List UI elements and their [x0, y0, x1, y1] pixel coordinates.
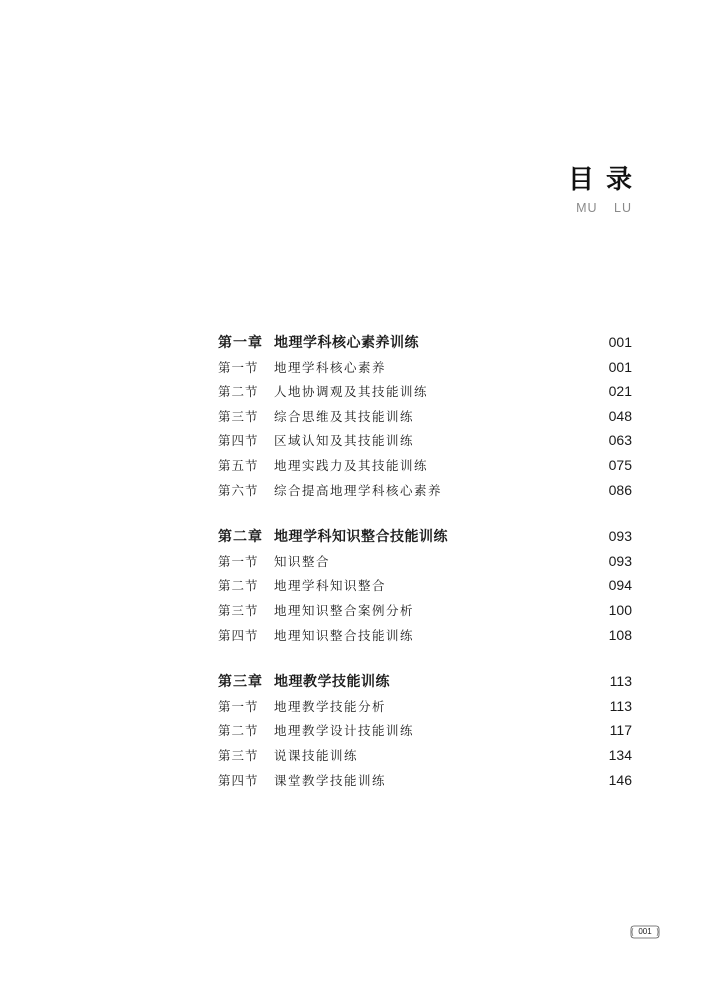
- section-entry[interactable]: [218, 428, 632, 453]
- section-page: 094: [608, 577, 632, 594]
- section-number: 第四节: [218, 627, 259, 643]
- section-page: 021: [608, 383, 632, 400]
- section-entry[interactable]: [218, 404, 632, 429]
- chapter-2: [218, 524, 632, 647]
- toc-header: [567, 163, 644, 215]
- table-of-contents: [218, 330, 632, 814]
- section-page: 100: [608, 601, 632, 618]
- chapter-page: 113: [609, 673, 632, 690]
- section-page: 075: [608, 456, 632, 473]
- section-entry[interactable]: [218, 573, 632, 598]
- section-title: 人地协调观及其技能训练: [274, 384, 429, 400]
- section-entry[interactable]: [218, 743, 632, 768]
- section-page: 063: [608, 432, 632, 449]
- page-title-pinyin: MU LU: [576, 201, 632, 215]
- section-number: 第三节: [218, 602, 259, 618]
- page-number-badge: [630, 925, 660, 939]
- section-number: 第四节: [218, 772, 259, 788]
- section-number: 第一节: [218, 553, 259, 569]
- page-number: 001: [638, 927, 652, 936]
- section-number: 第二节: [218, 578, 259, 594]
- chapter-page: 001: [608, 334, 632, 350]
- section-title: 课堂教学技能训练: [274, 772, 387, 788]
- chapter-3: [218, 669, 632, 792]
- section-page: 146: [608, 771, 632, 788]
- section-page: 108: [608, 626, 632, 643]
- chapter-heading[interactable]: [218, 669, 632, 694]
- section-title: 地理教学设计技能训练: [274, 723, 415, 739]
- chapter-number: 第三章: [218, 674, 263, 691]
- section-title: 区域认知及其技能训练: [274, 433, 415, 449]
- section-title: 地理知识整合技能训练: [274, 627, 415, 643]
- chapter-title: 地理学科核心素养训练: [274, 335, 419, 351]
- section-entry[interactable]: [218, 355, 632, 380]
- section-number: 第三节: [218, 408, 259, 424]
- section-title: 地理学科核心素养: [274, 359, 387, 375]
- section-page: 093: [608, 552, 632, 569]
- section-title: 说课技能训练: [274, 747, 359, 763]
- section-number: 第二节: [218, 723, 259, 739]
- section-number: 第一节: [218, 698, 259, 714]
- section-page: 117: [609, 722, 632, 739]
- section-entry[interactable]: [218, 598, 632, 623]
- section-title: 地理知识整合案例分析: [274, 602, 415, 618]
- section-entry[interactable]: [218, 768, 632, 793]
- page-title: 目录: [567, 165, 644, 195]
- chapter-title: 地理学科知识整合技能训练: [274, 529, 448, 546]
- section-title: 知识整合: [274, 553, 331, 569]
- section-title: 综合思维及其技能训练: [274, 408, 415, 424]
- section-entry[interactable]: [218, 379, 632, 404]
- section-entry[interactable]: [218, 453, 632, 478]
- section-entry[interactable]: [218, 549, 632, 574]
- section-title: 地理学科知识整合: [274, 578, 387, 594]
- section-entry[interactable]: [218, 694, 632, 719]
- chapter-heading[interactable]: [218, 330, 632, 355]
- chapter-number: 第二章: [218, 529, 263, 546]
- section-page: 113: [609, 697, 632, 714]
- chapter-title: 地理教学技能训练: [274, 674, 390, 691]
- section-entry[interactable]: [218, 623, 632, 648]
- section-entry[interactable]: [218, 718, 632, 743]
- section-page: 086: [608, 481, 632, 498]
- section-number: 第二节: [218, 384, 259, 400]
- section-entry[interactable]: [218, 478, 632, 503]
- section-title: 综合提高地理学科核心素养: [274, 482, 443, 498]
- section-title: 地理实践力及其技能训练: [274, 457, 429, 473]
- chapter-heading[interactable]: [218, 524, 632, 549]
- chapter-number: 第一章: [218, 335, 263, 351]
- section-title: 地理教学技能分析: [274, 698, 387, 714]
- section-number: 第一节: [218, 359, 259, 375]
- section-page: 134: [608, 746, 632, 763]
- chapter-page: 093: [608, 528, 632, 545]
- section-number: 第四节: [218, 433, 259, 449]
- chapter-1: [218, 330, 632, 502]
- section-page: 048: [608, 407, 632, 424]
- section-page: 001: [608, 358, 632, 375]
- section-number: 第六节: [218, 482, 259, 498]
- section-number: 第三节: [218, 747, 259, 763]
- section-number: 第五节: [218, 457, 259, 473]
